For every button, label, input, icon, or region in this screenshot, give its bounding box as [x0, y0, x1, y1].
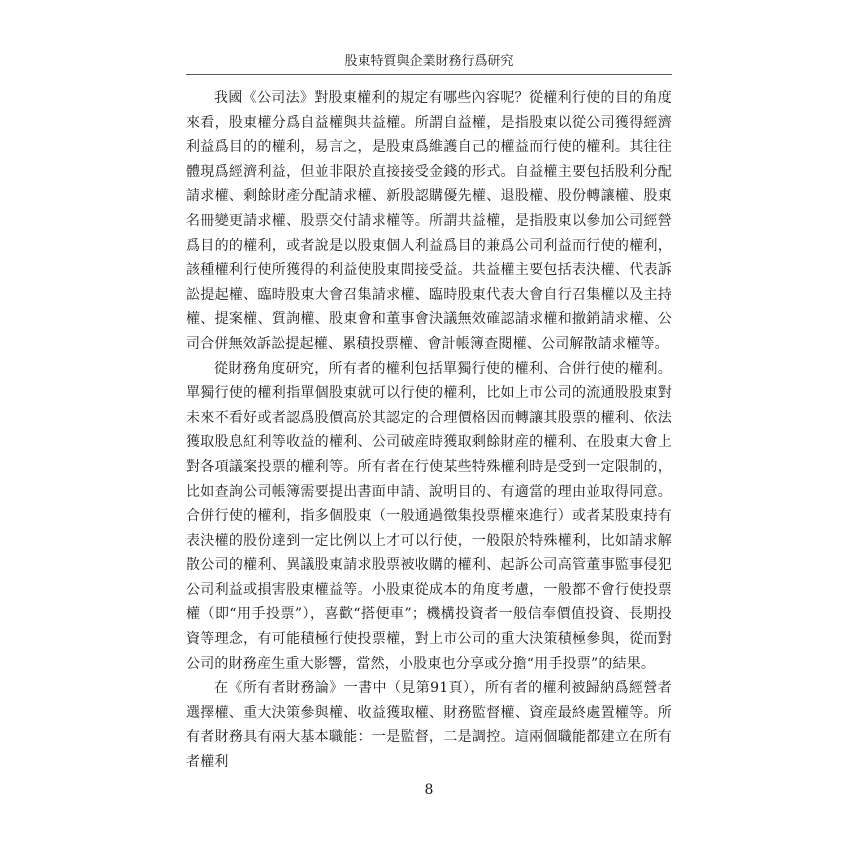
running-head: 股東特質與企業財務行爲研究 — [344, 54, 514, 69]
paragraph-financial-perspective: 從財務角度研究，所有者的權利包括單獨行使的權利、合併行使的權利。單獨行使的權利指單個股東就可以行使的權利，比如上市公司的流通股股東對未來不看好或者認爲股價高於其認定的合理價格因而轉讓其股票的權利、依法獲取股息紅利等收益的權利、公司破産時獲取剩餘財産的權利、在股東大會上對各項議案投票的權利等。所有者在行使某些特殊權利時是受到一定限制的，比如查詢公司帳簿需要提出書面申請、說明目的、有適當的理由並取得同意。合併行使的權利，指多個股東（一般通過徵集投票權來進行）或者某股東持有表決權的股份達到一定比例以上才可以行使，一般限於特殊權利，比如請求解散公司的權利、異議股東請求股票被收購的權利、起訴公司高管董事監事侵犯公司利益或損害股東權益等。小股東從成本的角度考慮，一般都不會行使投票權（即“用手投票”），喜歡“搭便車”；機構投資者一般信奉價值投資、長期投資等理念，有可能積極行使投票權，對上市公司的重大決策積極參與，從而對公司的財務産生重大影響，當然，小股東也分享或分擔“用手投票”的結果。 — [186, 360, 672, 672]
body-text — [186, 86, 672, 775]
paragraph-owner-finance: 在《所有者財務論》一書中（見第91頁），所有者的權利被歸納爲經營者選擇權、重大決策參與權、收益獲取權、財務監督權、資産最終處置權等。所有者財務具有兩大基本職能：一是監督，二是調控。這兩個職能都建立在所有者權利 — [186, 680, 672, 771]
paragraph-shareholder-rights: 我國《公司法》對股東權利的規定有哪些內容呢？從權利行使的目的角度來看，股東權分爲自益權與共益權。所謂自益權，是指股東以從公司獲得經濟利益爲目的的權利，易言之，是股東爲維護自己的權益而行使的權利。其往往體現爲經濟利益，但並非限於直接接受金錢的形式。自益權主要包括股利分配請求權、剩餘財產分配請求權、新股認購優先權、退股權、股份轉讓權、股東名冊變更請求權、股票交付請求權等。所謂共益權，是指股東以參加公司經營爲目的的權利，或者說是以股東個人利益爲目的兼爲公司利益而行使的權利，該種權利行使所獲得的利益使股東間接受益。共益權主要包括表決權、代表訴訟提起權、臨時股東大會召集請求權、臨時股東代表大會自行召集權以及主持權、提案權、質詢權、股東會和董事會決議無效確認請求權和撤銷請求權、公司合併無效訴訟提起權、累積投票權、會計帳簿查閱權、公司解散請求權等。 — [186, 90, 672, 352]
header-rule — [186, 74, 672, 75]
page-number: 8 — [424, 782, 434, 798]
